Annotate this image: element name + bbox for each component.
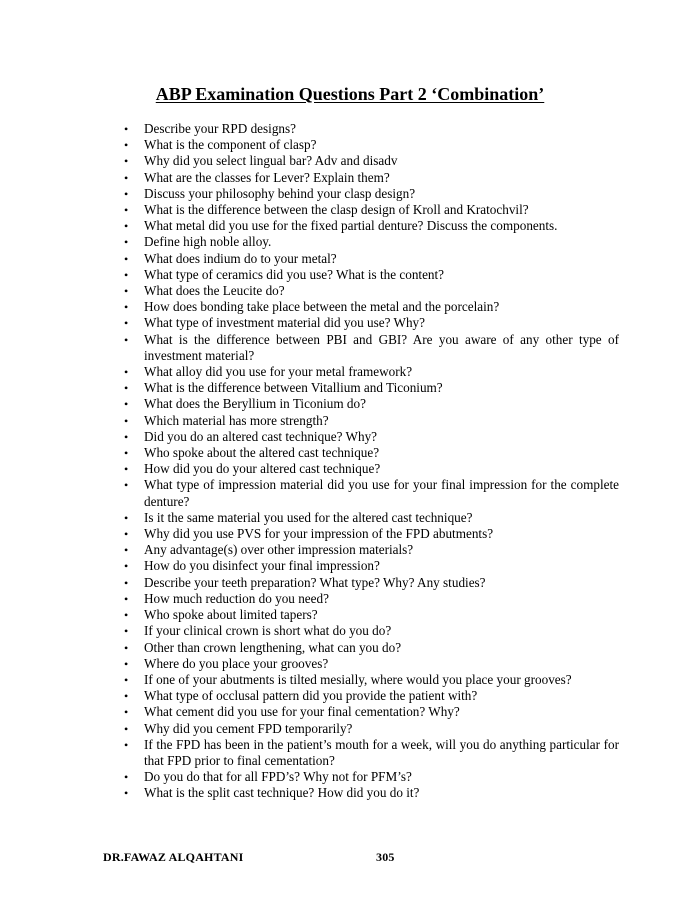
question-text: Do you do that for all FPD’s? Why not for PFM’s? bbox=[144, 769, 412, 785]
bullet-icon: • bbox=[124, 656, 129, 671]
list-item bbox=[124, 251, 619, 267]
list-item bbox=[124, 461, 619, 477]
list-item bbox=[124, 526, 619, 542]
bullet-icon: • bbox=[124, 251, 129, 266]
bullet-icon: • bbox=[124, 527, 129, 542]
list-item bbox=[124, 364, 619, 380]
question-text: Which material has more strength? bbox=[144, 412, 329, 428]
list-item bbox=[124, 380, 619, 396]
question-text: What does indium do to your metal? bbox=[144, 250, 337, 266]
bullet-icon: • bbox=[124, 624, 129, 639]
bullet-icon: • bbox=[124, 462, 129, 477]
list-item bbox=[124, 591, 619, 607]
question-text: What type of impression material did you use for your final impression for the complete denture? bbox=[144, 477, 619, 509]
list-item bbox=[124, 186, 619, 202]
question-text: What type of occlusal pattern did you provide the patient with? bbox=[144, 688, 478, 704]
question-text: How much reduction do you need? bbox=[144, 590, 329, 606]
question-text: What is the component of clasp? bbox=[144, 137, 317, 153]
list-item bbox=[124, 769, 619, 785]
list-item bbox=[124, 737, 619, 769]
bullet-icon: • bbox=[124, 672, 129, 687]
list-item bbox=[124, 413, 619, 429]
list-item bbox=[124, 267, 619, 283]
bullet-icon: • bbox=[124, 316, 129, 331]
question-text: Is it the same material you used for the altered cast technique? bbox=[144, 509, 473, 525]
list-item bbox=[124, 575, 619, 591]
bullet-icon: • bbox=[124, 510, 129, 525]
bullet-icon: • bbox=[124, 786, 129, 801]
question-text: If your clinical crown is short what do you do? bbox=[144, 623, 392, 639]
list-item bbox=[124, 542, 619, 558]
question-text: What cement did you use for your final cementation? Why? bbox=[144, 704, 460, 720]
bullet-icon: • bbox=[124, 478, 129, 493]
bullet-icon: • bbox=[124, 721, 129, 736]
list-item bbox=[124, 558, 619, 574]
question-text: Describe your teeth preparation? What type? Why? Any studies? bbox=[144, 574, 486, 590]
bullet-icon: • bbox=[124, 186, 129, 201]
list-item bbox=[124, 623, 619, 639]
question-text: What are the classes for Lever? Explain them? bbox=[144, 169, 390, 185]
list-item bbox=[124, 137, 619, 153]
question-text: Why did you select lingual bar? Adv and disadv bbox=[144, 153, 398, 169]
bullet-icon: • bbox=[124, 575, 129, 590]
question-text: How did you do your altered cast technique? bbox=[144, 461, 381, 477]
footer-page-number: 305 bbox=[376, 850, 395, 864]
question-text: Did you do an altered cast technique? Why? bbox=[144, 428, 378, 444]
bullet-icon: • bbox=[124, 267, 129, 282]
question-text: Where do you place your grooves? bbox=[144, 655, 329, 671]
bullet-icon: • bbox=[124, 591, 129, 606]
question-text: What type of ceramics did you use? What is the content? bbox=[144, 266, 445, 282]
bullet-icon: • bbox=[124, 235, 129, 250]
question-text: What is the difference between PBI and GBI? Are you aware of any other type of investment material? bbox=[144, 331, 619, 363]
list-item bbox=[124, 785, 619, 801]
bullet-icon: • bbox=[124, 429, 129, 444]
list-item bbox=[124, 234, 619, 250]
bullet-icon: • bbox=[124, 365, 129, 380]
question-text: Other than crown lengthening, what can you do? bbox=[144, 639, 402, 655]
list-item bbox=[124, 656, 619, 672]
list-item bbox=[124, 153, 619, 169]
bullet-icon: • bbox=[124, 122, 129, 136]
list-item bbox=[124, 121, 619, 137]
bullet-icon: • bbox=[124, 154, 129, 169]
page-title-text: ABP Examination Questions Part 2 ‘Combination’ bbox=[155, 84, 545, 104]
list-item bbox=[124, 721, 619, 737]
list-item bbox=[124, 315, 619, 331]
bullet-icon: • bbox=[124, 138, 129, 153]
bullet-icon: • bbox=[124, 543, 129, 558]
list-item bbox=[124, 704, 619, 720]
bullet-icon: • bbox=[124, 397, 129, 412]
question-text: Discuss your philosophy behind your clasp design? bbox=[144, 185, 416, 201]
list-item bbox=[124, 672, 619, 688]
list-item bbox=[124, 445, 619, 461]
question-text: What is the split cast technique? How did you do it? bbox=[144, 785, 420, 801]
question-text: If the FPD has been in the patient’s mouth for a week, will you do anything particular for that FPD prior to final cementation? bbox=[144, 736, 619, 768]
list-item bbox=[124, 688, 619, 704]
list-item bbox=[124, 218, 619, 234]
bullet-icon: • bbox=[124, 640, 129, 655]
question-text: Why did you cement FPD temporarily? bbox=[144, 720, 353, 736]
bullet-icon: • bbox=[124, 381, 129, 396]
question-text: What is the difference between Vitallium and Ticonium? bbox=[144, 380, 443, 396]
list-item bbox=[124, 396, 619, 412]
bullet-icon: • bbox=[124, 284, 129, 299]
bullet-icon: • bbox=[124, 689, 129, 704]
list-item bbox=[124, 202, 619, 218]
bullet-icon: • bbox=[124, 737, 129, 752]
question-text: Why did you use PVS for your impression of the FPD abutments? bbox=[144, 526, 494, 542]
list-item bbox=[124, 170, 619, 186]
question-text: How does bonding take place between the metal and the porcelain? bbox=[144, 299, 500, 315]
list-item bbox=[124, 332, 619, 364]
question-text: What alloy did you use for your metal framework? bbox=[144, 364, 413, 380]
list-item bbox=[124, 477, 619, 509]
bullet-icon: • bbox=[124, 219, 129, 234]
question-text: What metal did you use for the fixed partial denture? Discuss the components. bbox=[144, 218, 558, 234]
list-item bbox=[124, 640, 619, 656]
question-text: What type of investment material did you use? Why? bbox=[144, 315, 426, 331]
bullet-icon: • bbox=[124, 608, 129, 623]
list-item bbox=[124, 283, 619, 299]
bullet-icon: • bbox=[124, 446, 129, 461]
list-item bbox=[124, 299, 619, 315]
list-item bbox=[124, 607, 619, 623]
footer-author: DR.FAWAZ ALQAHTANI bbox=[103, 850, 244, 864]
question-text: Define high noble alloy. bbox=[144, 234, 272, 250]
bullet-icon: • bbox=[124, 705, 129, 720]
page-title bbox=[0, 83, 700, 105]
question-text: Any advantage(s) over other impression materials? bbox=[144, 542, 414, 558]
question-text: What is the difference between the clasp design of Kroll and Kratochvil? bbox=[144, 202, 529, 218]
question-list bbox=[124, 121, 619, 802]
list-item bbox=[124, 510, 619, 526]
question-text: If one of your abutments is tilted mesially, where would you place your grooves? bbox=[144, 671, 572, 687]
question-text: What does the Beryllium in Ticonium do? bbox=[144, 396, 366, 412]
bullet-icon: • bbox=[124, 332, 129, 347]
question-text: Who spoke about the altered cast technique? bbox=[144, 445, 380, 461]
bullet-icon: • bbox=[124, 300, 129, 315]
bullet-icon: • bbox=[124, 559, 129, 574]
bullet-icon: • bbox=[124, 203, 129, 218]
question-text: Describe your RPD designs? bbox=[144, 121, 296, 136]
question-text: What does the Leucite do? bbox=[144, 283, 285, 299]
question-text: Who spoke about limited tapers? bbox=[144, 607, 318, 623]
list-item bbox=[124, 429, 619, 445]
bullet-icon: • bbox=[124, 170, 129, 185]
bullet-icon: • bbox=[124, 770, 129, 785]
bullet-icon: • bbox=[124, 413, 129, 428]
question-text: How do you disinfect your final impression? bbox=[144, 558, 380, 574]
